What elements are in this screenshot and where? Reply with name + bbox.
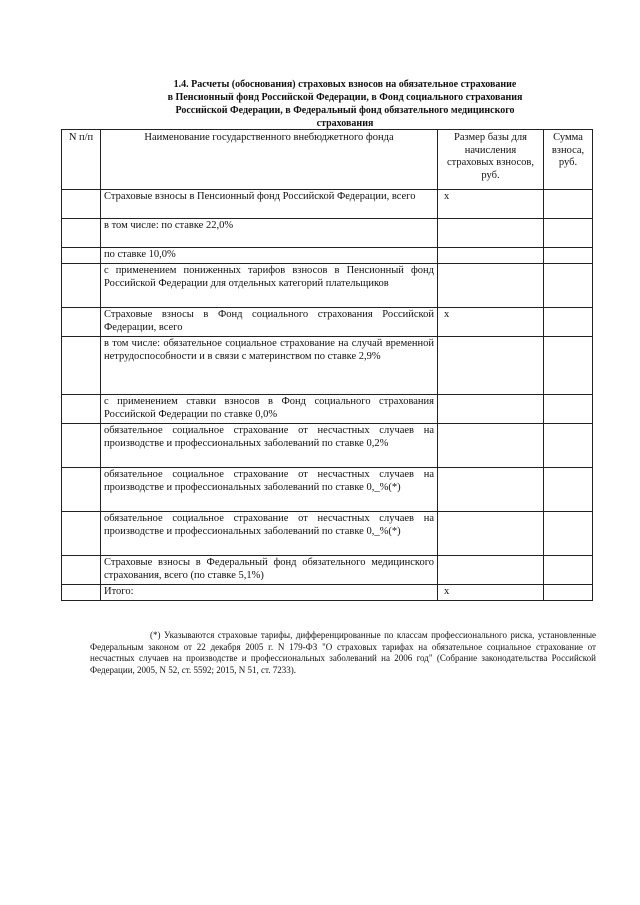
header-fund-name: Наименование государственного внебюджетного фонда — [101, 130, 438, 190]
row-sum — [544, 556, 593, 585]
table-row — [62, 424, 593, 468]
row-fund-name: в том числе: по ставке 22,0% — [101, 219, 438, 248]
row-num — [62, 556, 101, 585]
row-num — [62, 468, 101, 512]
row-base: x — [438, 190, 544, 219]
row-base — [438, 395, 544, 424]
row-base: x — [438, 308, 544, 337]
row-sum — [544, 468, 593, 512]
footnote: (*) Указываются страховые тарифы, дифференцированные по классам профессионального риска, установленные Федеральным законом от 22 декабря 2005 г. N 179-ФЗ "О страховых тарифах на обязательное социальное страхование от несчастных случаев на производстве и профессиональных заболеваний на 2006 год" (Собрание законодательства Российской Федерации, 2005, N 52, ст. 5592; 2015, N 51, ст. 7233). — [90, 630, 596, 675]
row-sum — [544, 424, 593, 468]
row-num — [62, 424, 101, 468]
title-line: 1.4. Расчеты (обоснования) страховых взносов на обязательное страхование — [173, 79, 517, 90]
table-row — [62, 556, 593, 585]
row-sum — [544, 264, 593, 308]
title-line: страхования — [316, 118, 374, 129]
row-sum — [544, 308, 593, 337]
row-sum — [544, 248, 593, 264]
row-fund-name: обязательное социальное страхование от несчастных случаев на производстве и профессиональных заболеваний по ставке 0,2% — [101, 424, 438, 468]
row-fund-name: с применением пониженных тарифов взносов в Пенсионный фонд Российской Федерации для отдельных категорий плательщиков — [101, 264, 438, 308]
row-base — [438, 468, 544, 512]
row-base — [438, 248, 544, 264]
row-num — [62, 219, 101, 248]
row-num — [62, 308, 101, 337]
title-line: Российской Федерации, в Федеральный фонд обязательного медицинского — [175, 105, 515, 116]
table-header-row — [62, 130, 593, 190]
table-row — [62, 190, 593, 219]
row-fund-name: Страховые взносы в Федеральный фонд обязательного медицинского страхования, всего (по ставке 5,1%) — [101, 556, 438, 585]
row-fund-name: Страховые взносы в Пенсионный фонд Российской Федерации, всего — [101, 190, 438, 219]
row-base — [438, 512, 544, 556]
row-base: x — [438, 585, 544, 601]
row-num — [62, 395, 101, 424]
row-num — [62, 585, 101, 601]
table-row — [62, 337, 593, 395]
row-num — [62, 264, 101, 308]
row-num — [62, 248, 101, 264]
table-row — [62, 264, 593, 308]
row-fund-name: Итого: — [101, 585, 438, 601]
row-fund-name: по ставке 10,0% — [101, 248, 438, 264]
row-fund-name: в том числе: обязательное социальное страхование на случай временной нетрудоспособности и в связи с материнством по ставке 2,9% — [101, 337, 438, 395]
row-fund-name: обязательное социальное страхование от несчастных случаев на производстве и профессиональных заболеваний по ставке 0,_%(*) — [101, 512, 438, 556]
table-row — [62, 512, 593, 556]
contributions-table — [61, 129, 593, 601]
row-sum — [544, 395, 593, 424]
table-row — [62, 308, 593, 337]
row-num — [62, 337, 101, 395]
row-num — [62, 512, 101, 556]
row-sum — [544, 585, 593, 601]
row-num — [62, 190, 101, 219]
title-line: в Пенсионный фонд Российской Федерации, в Фонд социального страхования — [167, 92, 523, 103]
row-fund-name: обязательное социальное страхование от несчастных случаев на производстве и профессиональных заболеваний по ставке 0,_%(*) — [101, 468, 438, 512]
header-sum: Сумма взноса, руб. — [544, 130, 593, 190]
row-fund-name: с применением ставки взносов в Фонд социального страхования Российской Федерации по ставке 0,0% — [101, 395, 438, 424]
row-sum — [544, 337, 593, 395]
table-row — [62, 585, 593, 601]
table-row — [62, 219, 593, 248]
row-fund-name: Страховые взносы в Фонд социального страхования Российской Федерации, всего — [101, 308, 438, 337]
table-row — [62, 395, 593, 424]
row-base — [438, 219, 544, 248]
section-title — [90, 78, 600, 130]
row-base — [438, 556, 544, 585]
header-base: Размер базы для начисления страховых взносов, руб. — [438, 130, 544, 190]
header-num: N п/п — [62, 130, 101, 190]
row-sum — [544, 219, 593, 248]
row-sum — [544, 512, 593, 556]
table-row — [62, 468, 593, 512]
row-base — [438, 264, 544, 308]
table-row — [62, 248, 593, 264]
row-base — [438, 337, 544, 395]
row-sum — [544, 190, 593, 219]
row-base — [438, 424, 544, 468]
